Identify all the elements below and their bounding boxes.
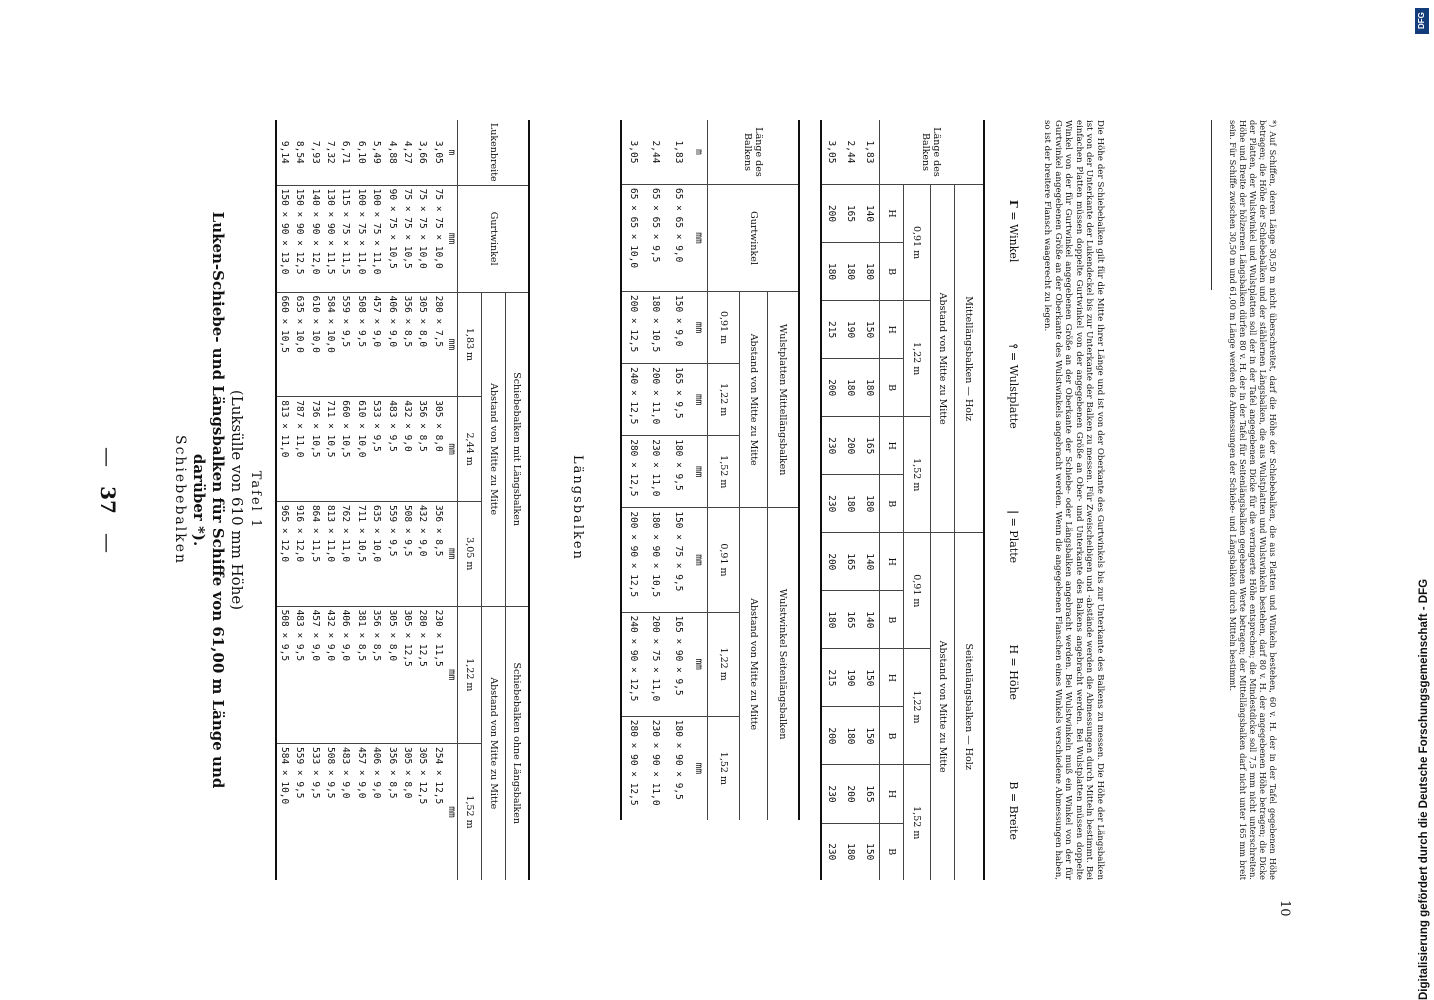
table-cell: 180: [860, 475, 879, 533]
table-cell: 508 × 9,5: [276, 606, 291, 743]
table-cell: 660 × 10,5: [338, 397, 353, 502]
table-cell: 150: [860, 707, 879, 765]
col-b: B: [879, 475, 903, 533]
table-cell: 180: [840, 359, 859, 417]
table-cell: 280 × 12,5: [621, 436, 644, 508]
col-b: B: [885, 848, 897, 856]
unit-mm-gurt: mm: [445, 185, 457, 292]
table-cell: 533 × 9,5: [309, 747, 321, 799]
table-cell: 3,05: [430, 120, 445, 185]
l-sub-0-91-b: 0,91 m: [708, 508, 740, 612]
table-cell: 1,83: [860, 120, 879, 185]
table-cell: 230: [826, 843, 838, 861]
table-cell: 7,93: [307, 120, 322, 185]
unit-mm-5: mm: [446, 806, 458, 818]
laengsbalken-table: [620, 120, 800, 820]
group-ohne-laengsbalken: Schiebebalken ohne Längsbalken: [505, 606, 529, 880]
h-sub-0-91-a: 0,91 m: [903, 185, 930, 301]
unit-mm-3: mm: [445, 501, 457, 606]
l-sub-1-22-a: 1,22 m: [708, 364, 740, 436]
table-cell: 165: [840, 185, 859, 243]
section-title-laengsbalken: Längsbalken: [570, 455, 585, 561]
table-cell: 165: [840, 591, 859, 649]
page-header: [96, 400, 120, 600]
table-cell: 559 × 9,5: [294, 747, 306, 799]
sub-1-83: 1,83 m: [458, 292, 482, 397]
legend: [1006, 200, 1020, 840]
table-cell: 75 × 75 × 10,5: [399, 185, 414, 292]
table-cell: 180 × 9,5: [667, 436, 690, 508]
table-cell: 3,05: [821, 120, 840, 185]
table-cell: 254 × 12,5: [432, 747, 444, 805]
table-cell: 230 × 11,5: [430, 606, 445, 743]
table-cell: 584 × 10,0: [322, 292, 337, 397]
table-cell: 230: [821, 475, 840, 533]
holz-hb-row: [879, 120, 903, 880]
table-cell: 635 × 10,0: [368, 501, 383, 606]
schiebebalken-row: [415, 120, 430, 880]
h-sub-1-52-a: 1,52 m: [903, 417, 930, 533]
table-cell: 215: [821, 301, 840, 359]
table-cell: 200: [821, 533, 840, 591]
table-cell: 305 × 8,0: [401, 747, 413, 799]
table-cell: 9,14: [276, 120, 291, 185]
table-cell: 65 × 65 × 9,5: [644, 185, 667, 292]
table-cell: 180: [860, 359, 879, 417]
table-cell: 406 × 9,0: [384, 292, 399, 397]
platte-symbol-icon: |: [1007, 510, 1020, 515]
table-cell: 711 × 10,5: [322, 397, 337, 502]
digitization-credit: Digitalisierung gefördert durch die Deutsche Forschungsgemeinschaft - DFG: [1418, 578, 1430, 1000]
table-cell: 180: [821, 243, 840, 301]
schiebebalken-row: [368, 120, 383, 880]
table-cell: 180: [821, 591, 840, 649]
table-cell: 406 × 9,0: [371, 747, 383, 799]
footnote-rule: [1211, 120, 1212, 290]
table-cell: 150 × 75 × 9,5: [667, 508, 690, 612]
table-cell: 180: [840, 243, 859, 301]
holz-row: [821, 120, 840, 880]
table-cell: 711 × 10,5: [353, 501, 368, 606]
table-cell: 140: [860, 185, 879, 243]
sub-3-05: 3,05 m: [458, 501, 482, 606]
unit-mm-1: mm: [445, 292, 457, 397]
holz-row: [860, 120, 879, 880]
table-cell: 240 × 12,5: [621, 364, 644, 436]
schiebebalken-row: [430, 120, 445, 880]
schiebebalken-row: [291, 120, 306, 880]
section-title-schiebebalken: Schiebebalken: [172, 434, 188, 566]
col-gurtwinkel-l: Gurtwinkel: [708, 185, 799, 292]
col-h: H: [879, 649, 903, 707]
table-cell: 356 × 8,5: [399, 292, 414, 397]
table-cell: 180: [845, 843, 857, 861]
table-cell: 787 × 11,0: [291, 397, 306, 502]
table-cell: 356 × 8,5: [368, 606, 383, 743]
table-cell: 280 × 7,5: [430, 292, 445, 397]
table-cell: 559 × 9,5: [338, 292, 353, 397]
schiebebalken-row: [384, 120, 399, 880]
table-cell: 200: [821, 185, 840, 243]
abstand-wulstplatten: Abstand von Mitte zu Mitte: [739, 292, 767, 508]
table-cell: 200 × 75 × 11,0: [644, 612, 667, 716]
table-cell: 5,49: [368, 120, 383, 185]
schiebebalken-table: [275, 120, 530, 880]
abstand-wulstwinkel: Abstand von Mitte zu Mitte: [739, 508, 767, 820]
h-sub-1-52-b: 1,52 m: [903, 765, 930, 880]
legend-wulstplatte: ⫯ = Wulstplatte: [1007, 343, 1020, 429]
col-h: H: [879, 765, 903, 823]
col-h: H: [879, 533, 903, 591]
table-cell: 180 × 10,5: [644, 292, 667, 364]
abstand-ohne: Abstand von Mitte zu Mitte: [482, 606, 506, 880]
table-cell: 3,66: [415, 120, 430, 185]
holz-abstand-mittel: Abstand von Mitte zu Mitte: [930, 185, 954, 533]
table-cell: 457 × 9,0: [355, 747, 367, 799]
l-unit-mm-5: mm: [689, 612, 707, 716]
l-sub-1-22-b: 1,22 m: [708, 612, 740, 716]
table-cell: 584 × 10,0: [279, 747, 291, 805]
group-wulstplatten: Wulstplatten Mittellängsbalken: [767, 292, 799, 508]
table-cell: 305 × 8,0: [384, 606, 399, 743]
table-cell: 140 × 90 × 12,0: [307, 185, 322, 292]
header-dash-left: —: [96, 447, 120, 467]
laengsbalken-rows: [621, 120, 689, 820]
holz-rows: [821, 120, 879, 880]
table-cell: 432 × 9,0: [415, 501, 430, 606]
table-cell: 200 × 11,0: [644, 364, 667, 436]
table-cell: 305 × 12,5: [399, 606, 414, 743]
holz-col-laenge: Länge des Balkens: [879, 120, 984, 185]
table-cell: 813 × 11,0: [276, 397, 291, 502]
table-cell: 200: [840, 417, 859, 475]
col-laenge: Länge des Balkens: [708, 120, 799, 185]
col-b: B: [879, 707, 903, 765]
table-cell: 483 × 9,0: [340, 747, 352, 799]
table-cell: 6,71: [338, 120, 353, 185]
table-cell: 457 × 9,0: [307, 606, 322, 743]
col-b: B: [879, 243, 903, 301]
col-b: B: [879, 591, 903, 649]
table-cell: 180 × 90 × 9,5: [673, 719, 685, 800]
table-cell: 305 × 8,0: [415, 292, 430, 397]
table-cell: 140: [860, 533, 879, 591]
holz-abstand-seiten: Abstand von Mitte zu Mitte: [930, 533, 954, 880]
winkel-symbol-icon: Γ: [1007, 200, 1020, 208]
table-cell: 150 × 90 × 12,5: [291, 185, 306, 292]
table-cell: 165 × 9,5: [667, 364, 690, 436]
h-sub-1-22-b: 1,22 m: [903, 649, 930, 765]
table-cell: 610 × 10,0: [353, 397, 368, 502]
legend-breite: B = Breite: [1007, 781, 1020, 840]
h-sub-1-22-a: 1,22 m: [903, 301, 930, 417]
header-page-number: 37: [96, 486, 120, 514]
dfg-logo-icon: DFG: [1415, 8, 1429, 34]
l-unit-mm-0: mm: [689, 185, 707, 292]
table-cell: 165: [860, 765, 879, 823]
laengsbalken-row: [621, 120, 644, 820]
sub-1-22: 1,22 m: [458, 606, 482, 743]
l-unit-mm-1: mm: [689, 292, 707, 364]
col-lukenbreite: Lukenbreite: [458, 120, 529, 185]
unit-m: m: [445, 120, 457, 185]
table-cell: 280 × 12,5: [415, 606, 430, 743]
l-sub-0-91-a: 0,91 m: [708, 292, 740, 364]
table-cell: 3,05: [621, 120, 644, 185]
table-cell: 165 × 90 × 9,5: [667, 612, 690, 716]
table-cell: 65 × 65 × 9,0: [667, 185, 690, 292]
table-cell: 130 × 90 × 11,5: [322, 185, 337, 292]
col-b: B: [879, 359, 903, 417]
table-label: Tafel 1: [248, 470, 263, 530]
unit-mm-4: mm: [445, 606, 457, 743]
title-main: Luken-Schiebe- und Längsbalken für Schiffe von 61,00 m Länge und darüber *).: [190, 211, 227, 789]
l-unit-mm-2: mm: [689, 364, 707, 436]
table-cell: 813 × 11,0: [322, 501, 337, 606]
page-footer-number: 10: [1277, 900, 1292, 917]
table-cell: 356 × 8,5: [386, 747, 398, 799]
schiebebalken-row: [338, 120, 353, 880]
table-cell: 660 × 10,5: [276, 292, 291, 397]
table-cell: 305 × 12,5: [417, 747, 429, 805]
table-cell: 230 × 11,0: [644, 436, 667, 508]
l-unit-mm-3: mm: [689, 436, 707, 508]
table-cell: 115 × 75 × 11,5: [338, 185, 353, 292]
table-cell: 150: [860, 301, 879, 359]
table-cell: 230: [821, 417, 840, 475]
col-h: H: [879, 301, 903, 359]
table-cell: 406 × 9,0: [338, 606, 353, 743]
l-sub-1-52-a: 1,52 m: [708, 436, 740, 508]
schiebebalken-row: [399, 120, 414, 880]
table-cell: 200: [840, 765, 859, 823]
l-unit-mm-6: mm: [693, 762, 705, 775]
table-cell: 508 × 9,5: [353, 292, 368, 397]
table-cell: 100 × 75 × 11,0: [368, 185, 383, 292]
table-cell: 190: [840, 301, 859, 359]
legend-hoehe: H = Höhe: [1007, 644, 1020, 701]
table-cell: 762 × 11,0: [338, 501, 353, 606]
holz-table: [820, 120, 985, 880]
group-mit-laengsbalken: Schiebebalken mit Längsbalken: [505, 292, 529, 606]
table-cell: 965 × 12,0: [276, 501, 291, 606]
table-cell: 864 × 11,5: [307, 501, 322, 606]
table-cell: 483 × 9,5: [291, 606, 306, 743]
rotated-document-page: [20, 0, 1320, 1000]
table-cell: 180 × 90 × 10,5: [644, 508, 667, 612]
table-cell: 200: [821, 359, 840, 417]
table-cell: 1,83: [667, 120, 690, 185]
table-cell: 240 × 90 × 12,5: [621, 612, 644, 716]
table-cell: 736 × 10,5: [307, 397, 322, 502]
table-cell: 230: [821, 765, 840, 823]
table-cell: 432 × 9,0: [399, 397, 414, 502]
table-cell: 533 × 9,5: [368, 397, 383, 502]
unit-mm-2: mm: [445, 397, 457, 502]
table-cell: 180: [840, 475, 859, 533]
table-cell: 4,27: [399, 120, 414, 185]
group-mittel-holz: Mittellängsbalken — Holz: [954, 185, 984, 533]
h-sub-0-91-b: 0,91 m: [903, 533, 930, 649]
table-cell: 75 × 75 × 10,0: [415, 185, 430, 292]
schiebebalken-row: [307, 120, 322, 880]
schiebebalken-row: [322, 120, 337, 880]
col-h: H: [879, 185, 903, 243]
title-block: [170, 180, 265, 820]
laengsbalken-row: [667, 120, 690, 820]
table-cell: 457 × 9,0: [368, 292, 383, 397]
table-cell: 165: [860, 417, 879, 475]
table-cell: 559 × 9,5: [384, 501, 399, 606]
table-cell: 150: [860, 649, 879, 707]
table-cell: 165: [840, 533, 859, 591]
table-cell: 508 × 9,5: [399, 501, 414, 606]
col-gurtwinkel: Gurtwinkel: [458, 185, 529, 292]
table-cell: 150 × 90 × 13,0: [276, 185, 291, 292]
schiebebalken-row: [276, 120, 291, 880]
table-cell: 200: [821, 707, 840, 765]
table-cell: 2,44: [644, 120, 667, 185]
l-unit-mm-4: mm: [689, 508, 707, 612]
table-cell: 635 × 10,0: [291, 292, 306, 397]
table-cell: 280 × 90 × 12,5: [627, 719, 639, 806]
table-cell: 916 × 12,0: [291, 501, 306, 606]
table-cell: 75 × 75 × 10,0: [430, 185, 445, 292]
sub-2-44: 2,44 m: [458, 397, 482, 502]
l-sub-1-52-b: 1,52 m: [718, 751, 730, 785]
table-cell: 190: [840, 649, 859, 707]
schiebebalken-row: [353, 120, 368, 880]
footnote: *) Auf Schiffen, deren Länge 30,50 m nicht überschreitet, darf die Höhe der Schiebebalken, die aus Platten und Winkeln bestehen, 60 v. H. der in der Tafel gegebenen Höhe betragen; die Höhe der Schiebebalken und der stählernen Längsbalken, die aus Wulstplatten und Wulstwinkeln bestehen, darf 80 v. H. der angegebenen Höhe betragen; die Dicke der Platten, der Wulstwinkel und Wulstplatten soll der in der Tafel angegebenen Dicke für die verringerte Höhe entsprechen; die Mindestdicke soll 7,5 mm nicht unterschreiten. Höhe und Breite der hölzernen Längsbalken dürfen 80 v. H. der in der Tafel für Seitenlängsbalken gegebenen Werte betragen; der Mittellängsbalken darf nicht unter 165 mm breit sein. Für Schiffe zwischen 30,50 m und 61,00 m Länge werden die Abmessungen der Schiebe- und Längsbalken durch Mitteln bestimmt.: [1228, 120, 1278, 880]
laengsbalken-row: [644, 120, 667, 820]
table-cell: 140: [860, 591, 879, 649]
table-cell: 150 × 9,0: [667, 292, 690, 364]
table-cell: 200 × 90 × 12,5: [621, 508, 644, 612]
table-cell: 200 × 12,5: [621, 292, 644, 364]
table-cell: 150: [864, 843, 876, 861]
table-cell: 356 × 8,5: [415, 397, 430, 502]
table-cell: 215: [821, 649, 840, 707]
table-cell: 483 × 9,5: [384, 397, 399, 502]
wulstplatte-symbol-icon: ⫯: [1007, 343, 1020, 349]
table-cell: 65 × 65 × 10,0: [621, 185, 644, 292]
table-cell: 4,88: [384, 120, 399, 185]
group-wulstwinkel: Wulstwinkel Seitenlängsbalken: [767, 508, 799, 820]
table-cell: 180: [860, 243, 879, 301]
holz-row: [840, 120, 859, 880]
table-cell: 356 × 8,5: [430, 501, 445, 606]
table-cell: 305 × 8,0: [430, 397, 445, 502]
legend-winkel: Γ = Winkel: [1007, 200, 1020, 263]
table-cell: 432 × 9,0: [322, 606, 337, 743]
legend-platte: | = Platte: [1007, 510, 1020, 564]
schiebebalken-rows: [276, 120, 445, 880]
table-cell: 381 × 8,5: [353, 606, 368, 743]
table-cell: 230 × 90 × 11,0: [650, 719, 662, 806]
table-cell: 508 × 9,5: [324, 747, 336, 799]
group-seiten-holz: Seitenlängsbalken — Holz: [954, 533, 984, 880]
table-cell: 610 × 10,0: [307, 292, 322, 397]
col-h: H: [879, 417, 903, 475]
table-cell: 7,32: [322, 120, 337, 185]
table-cell: 2,44: [840, 120, 859, 185]
table-cell: 6,10: [353, 120, 368, 185]
abstand-mit: Abstand von Mitte zu Mitte: [482, 292, 506, 606]
l-unit-m: m: [689, 120, 707, 185]
table-cell: 100 × 75 × 11,0: [353, 185, 368, 292]
explanatory-paragraph: Die Höhe der Schiebebalken gilt für die Mitte ihrer Länge und ist von der Oberkante des Gurtwinkels bis zur Unterkante des Balkens zu messen. Die Höhe der Längsbalken ist von der Unterkante der Lukendeckel bis zur Unterkante der Balken zu messen. Für Zweischeibigen und -abstände werden die Abmessungen durch Mitteln bestimmt. Bei einfachen Platten müssen doppelte Gurtwinkel von der angegebenen Größe an Ober- und Unterkante des Balkens angebracht werden. Bei Wulstplatten müssen doppelte Winkel von der für Gurtwinkel angegebenen Größe an der Oberkante der Schiebe- oder Längsbalken angebracht werden. Bei Wulstwinkeln muß ein Winkel von der für Gurtwinkel angegebenen Größe an der Oberkante des Wulstwinkels angebracht werden. Wenn die angegebenen Flanschen eines Winkels verschiedene Abmessungen haben, so ist der breitere Flansch waagerecht zu legen.: [1042, 120, 1105, 880]
sub-1-52: 1,52 m: [464, 795, 476, 829]
table-cell: 8,54: [291, 120, 306, 185]
table-cell: 180: [840, 707, 859, 765]
table-cell: 90 × 75 × 10,5: [384, 185, 399, 292]
header-dash-right: —: [96, 533, 120, 553]
title-subtitle: (Luksülle von 610 mm Höhe): [228, 389, 246, 611]
